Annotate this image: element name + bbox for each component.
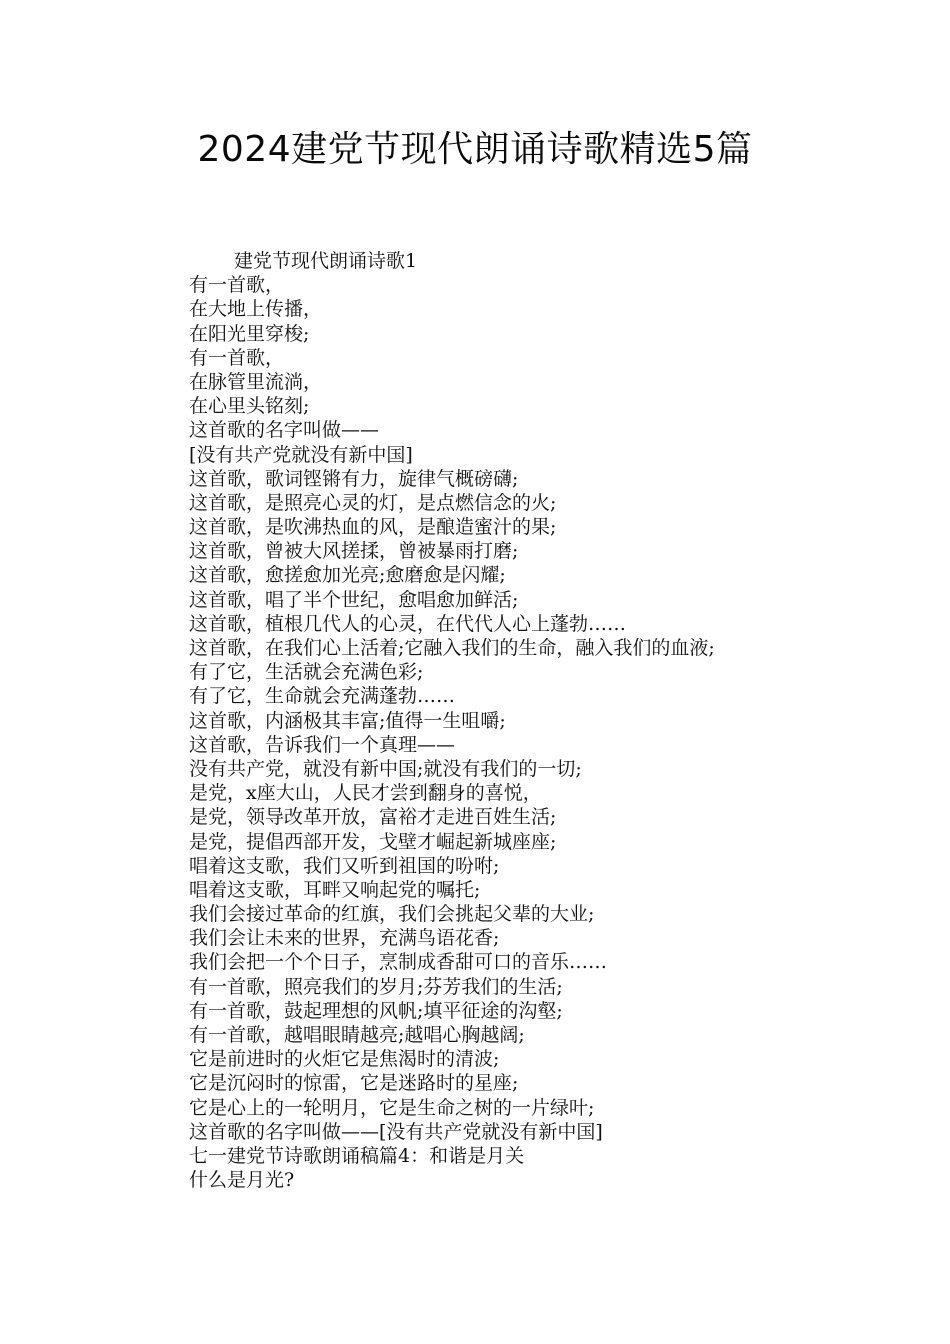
poem-line: 没有共产党，就没有新中国;就没有我们的一切;: [189, 757, 582, 780]
poem-line: 这首歌的名字叫做——[没有共产党就没有新中国]: [189, 1120, 603, 1143]
poem-line: 在心里头铭刻;: [189, 395, 310, 418]
poem-line: 在大地上传播，: [189, 298, 323, 321]
poem-line: 这首歌，愈搓愈加光亮;愈磨愈是闪耀;: [189, 564, 506, 587]
poem-line: 有了它，生命就会充满蓬勃……: [189, 685, 456, 708]
poem-line: 我们会接过革命的红旗，我们会挑起父辈的大业;: [189, 903, 595, 926]
poem-line: 有一首歌，: [189, 274, 285, 297]
next-section-heading: 七一建党节诗歌朗诵稿篇4：和谐是月关: [189, 1144, 525, 1167]
poem-line: 有一首歌，越唱眼睛越亮;越唱心胸越阔;: [189, 1024, 525, 1046]
poem-line: 在脉管里流淌，: [189, 370, 323, 393]
poem-line: 唱着这支歌，我们又听到祖国的吩咐;: [189, 854, 500, 877]
poem-line: 这首歌，曾被大风搓揉，曾被暴雨打磨;: [189, 540, 519, 563]
poem-line: 这首歌，歌词铿锵有力，旋律气概磅礴;: [189, 467, 519, 490]
poem-line: 这首歌，告诉我们一个真理——: [189, 733, 456, 756]
poem-line: 有一首歌，鼓起理想的风帆;填平征途的沟壑;: [189, 999, 563, 1022]
poem-line: 有了它，生活就会充满色彩;: [189, 661, 424, 684]
poem-line: 这首歌，是照亮心灵的灯，是点燃信念的火;: [189, 491, 557, 514]
section-heading: 建党节现代朗诵诗歌1: [234, 250, 418, 272]
poem-line: 是党，x座大山，人民才尝到翻身的喜悦，: [189, 782, 542, 805]
poem-line: 唱着这支歌，耳畔又响起党的嘱托;: [189, 878, 481, 901]
poem-line: 是党，提倡西部开发，戈壁才崛起新城座座;: [189, 830, 557, 853]
poem-line: 这首歌，是吹沸热血的风，是酿造蜜汁的果;: [189, 516, 557, 539]
poem-line: 是党，领导改革开放，富裕才走进百姓生活;: [189, 806, 557, 829]
poem-line: 它是沉闷时的惊雷，它是迷路时的星座;: [189, 1072, 519, 1095]
poem-line: [没有共产党就没有新中国]: [189, 443, 413, 466]
poem-line: 有一首歌，照亮我们的岁月;芬芳我们的生活;: [189, 975, 563, 998]
poem-line: 这首歌的名字叫做——: [189, 419, 380, 442]
poem-line: 这首歌，在我们心上活着;它融入我们的生命，融入我们的血液;: [189, 637, 715, 659]
poem-line: 我们会把一个个日子，烹制成香甜可口的音乐……: [189, 951, 608, 974]
poem-line: 这首歌，唱了半个世纪，愈唱愈加鲜活;: [189, 588, 519, 611]
poem-line: 在阳光里穿梭;: [189, 322, 310, 345]
poem-line: 它是心上的一轮明月，它是生命之树的一片绿叶;: [189, 1096, 595, 1119]
poem-body: [189, 249, 909, 1192]
poem-line: 我们会让未来的世界，充满鸟语花香;: [189, 927, 500, 950]
poem-line: 这首歌，植根几代人的心灵，在代代人心上蓬勃……: [189, 612, 627, 635]
poem-line: 它是前进时的火炬它是焦渴时的清波;: [189, 1048, 500, 1071]
poem-line: 什么是月光?: [189, 1169, 295, 1192]
poem-line: 这首歌，内涵极其丰富;值得一生咀嚼;: [189, 709, 506, 732]
document-title: 2024建党节现代朗诵诗歌精选5篇: [197, 129, 753, 170]
poem-line: 有一首歌，: [189, 346, 285, 369]
